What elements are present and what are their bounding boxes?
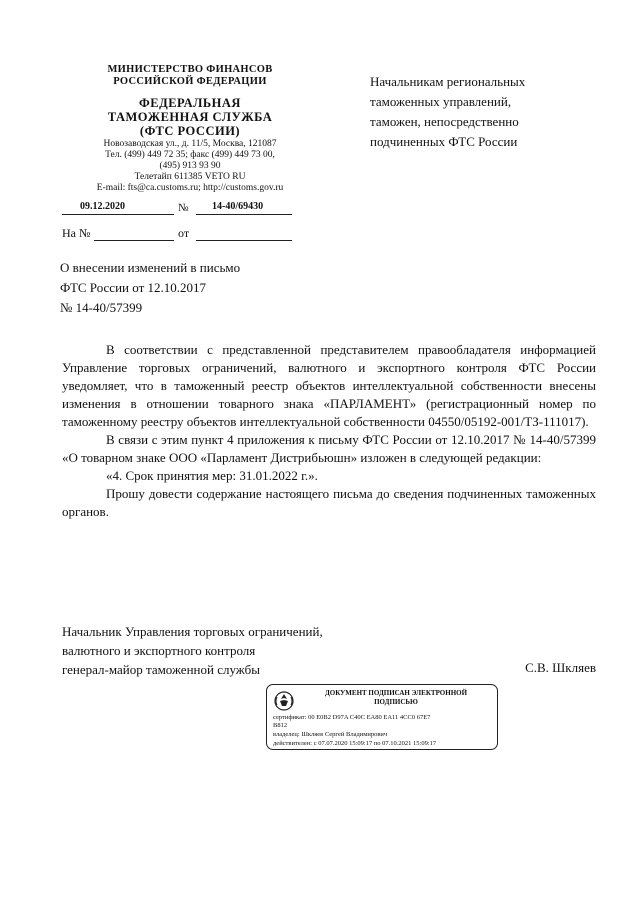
letter-body — [62, 341, 596, 521]
subject-block — [60, 258, 320, 318]
service-line: (ФТС РОССИИ) — [139, 124, 241, 138]
signatory-position — [62, 622, 392, 679]
ministry-line: МИНИСТЕРСТВО ФИНАНСОВ — [107, 64, 273, 75]
stamp-title-line: ПОДПИСЬЮ — [374, 698, 418, 706]
contact-block — [60, 139, 320, 194]
number-sign: № — [178, 202, 189, 214]
body-paragraph: В связи с этим пункт 4 приложения к письму ФТС России от 12.10.2017 № 14-40/57399 «О товарном знаке ООО «Парламент Дистрибьюшн» изложен в следующей редакции: — [62, 432, 596, 465]
email-line: E-mail: fts@ca.customs.ru; http://customs.gov.ru — [96, 183, 284, 193]
emblem-icon — [273, 689, 295, 713]
body-paragraph: Прошу довести содержание настоящего письма до сведения подчиненных таможенных органов. — [62, 486, 596, 519]
stamp-validity: действителен: с 07.07.2020 15:09:17 по 07.10.2021 15:09:17 — [273, 740, 437, 747]
service-line: ФЕДЕРАЛЬНАЯ — [139, 96, 241, 110]
position-line: генерал-майор таможенной службы — [62, 662, 260, 677]
subject-line: О внесении изменений в письмо — [60, 260, 241, 275]
address-line: Новозаводская ул., д. 11/5, Москва, 121087 — [103, 139, 277, 149]
stamp-title-line: ДОКУМЕНТ ПОДПИСАН ЭЛЕКТРОННОЙ — [324, 689, 468, 697]
subject-line: № 14-40/57399 — [60, 300, 143, 315]
addressee-line: таможен, непосредственно — [370, 114, 519, 129]
date-underline — [62, 214, 174, 215]
position-line: Начальник Управления торговых ограничений, — [62, 624, 323, 639]
reference-from-label: от — [178, 226, 190, 240]
document-date: 09.12.2020 — [80, 201, 125, 212]
phone-line: (495) 913 93 90 — [159, 161, 221, 171]
electronic-signature-stamp — [266, 684, 498, 750]
service-line: ТАМОЖЕННАЯ СЛУЖБА — [107, 110, 273, 124]
addressee-line: таможенных управлений, — [370, 94, 512, 109]
document-number: 14-40/69430 — [212, 201, 264, 212]
position-line: валютного и экспортного контроля — [62, 643, 256, 658]
service-title — [60, 96, 320, 138]
reference-from-underline — [196, 240, 292, 241]
stamp-certificate: сертификат: 00 E0B2 D97A C40C EA80 EA11 4CC0 67E7 — [273, 714, 431, 721]
number-underline — [196, 214, 292, 215]
body-paragraph: В соответствии с представленной представителем правообладателя информацией Управление торговых ограничений, валютного и экспортного контроля ФТС России уведомляет, что в таможенный реестр объектов интеллектуальной собственности внесены изменения в отношении товарного знака «ПАРЛАМЕНТ» (регистрационный номер по таможенному реестру объектов интеллектуальной собственности 04550/05192-001/ТЗ-111017). — [62, 342, 596, 429]
ministry-title — [60, 64, 320, 88]
signatory-name: С.В. Шкляев — [525, 660, 596, 675]
reference-label: На № — [62, 226, 91, 240]
subject-line: ФТС России от 12.10.2017 — [60, 280, 207, 295]
teletype-line: Телетайп 611385 VETO RU — [134, 172, 246, 182]
stamp-owner: владелец: Шкляев Сергей Владимирович — [273, 731, 388, 738]
stamp-certificate-tail: B812 — [273, 722, 288, 729]
addressee-line: подчиненных ФТС России — [370, 134, 518, 149]
addressee-block — [370, 72, 610, 152]
phone-line: Тел. (499) 449 72 35; факс (499) 449 73 00, — [105, 150, 275, 160]
body-paragraph: «4. Срок принятия мер: 31.01.2022 г.». — [106, 468, 318, 483]
reference-underline — [94, 240, 174, 241]
ministry-line: РОССИЙСКОЙ ФЕДЕРАЦИИ — [113, 76, 267, 87]
stamp-title — [301, 689, 491, 707]
addressee-line: Начальникам региональных — [370, 74, 526, 89]
